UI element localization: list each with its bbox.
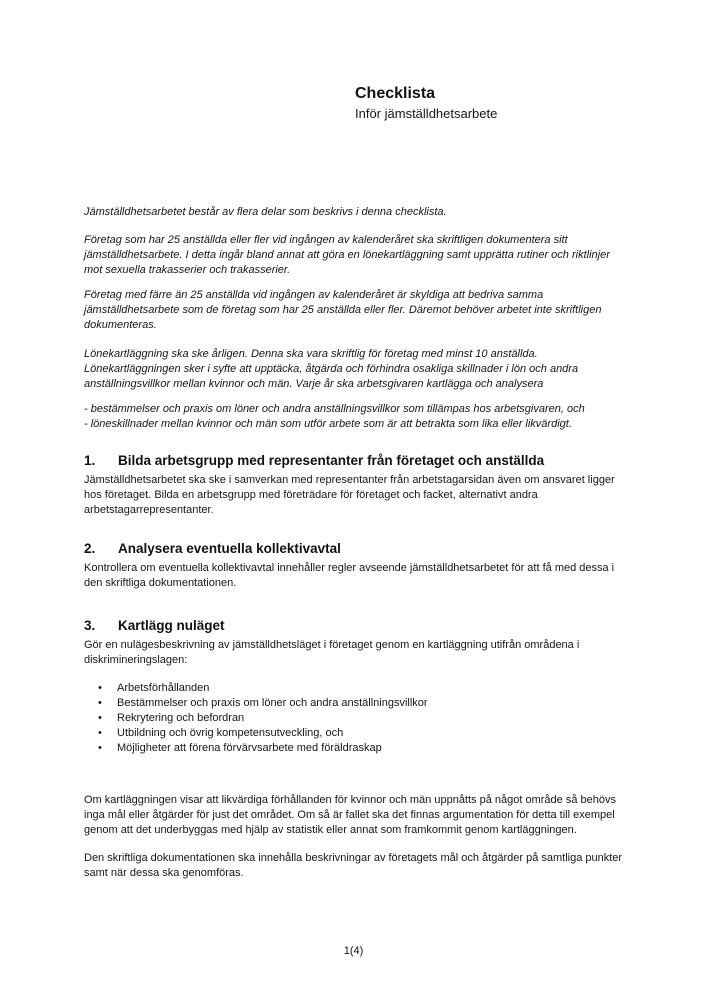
section-2-title: Analysera eventuella kollektivavtal	[118, 541, 341, 556]
bullet-item: • Bestämmelser och praxis om löner och andra anställningsvillkor	[84, 696, 625, 711]
document-subtitle: Inför jämställdhetsarbete	[355, 106, 498, 121]
document-title: Checklista	[355, 85, 436, 102]
section-2	[84, 540, 625, 591]
section-1	[84, 452, 625, 518]
section-3-title: Kartlägg nuläget	[118, 618, 225, 633]
bullet-list	[84, 681, 625, 756]
bullet-item: • Möjligheter att förena förvärvsarbete med föräldraskap	[84, 741, 625, 756]
intro-paragraph-2: Företag som har 25 anställda eller fler vid ingången av kalenderåret ska skriftligen dokumentera sitt jämställdhetsarbete. I detta ingår bland annat att göra en lönekartläggning samt upprätta rutiner och riktlinjer mot sexuella trakasserier och trakasserier.	[84, 234, 610, 276]
intro-paragraph-4: Lönekartläggning ska ske årligen. Denna ska vara skriftlig för företag med minst 10 anställda. Lönekartläggningen sker i syfte att upptäcka, åtgärda och förhindra osakliga skillnader i lön och andra anställningsvillkor mellan kvinnor och män. Varje år ska arbetsgivaren kartlägga och analysera	[84, 348, 579, 390]
document-header	[355, 84, 497, 122]
section-1-title: Bilda arbetsgrupp med representanter från företaget och anställda	[118, 453, 545, 468]
section-3-number: 3.	[84, 618, 96, 633]
section-1-body: Jämställdhetsarbetet ska ske i samverkan med representanter från arbetstagarsidan även om ansvaret ligger hos företaget. Bilda en arbetsgrupp med företrädare för företaget och facket, alternativt andra arbetstagarrepresentanter.	[84, 474, 615, 516]
section-2-body: Kontrollera om eventuella kollektivavtal innehåller regler avseende jämställdhetsarbetet för att få med dessa i den skriftliga dokumentationen.	[84, 562, 615, 589]
page-number: 1(4)	[343, 945, 364, 957]
intro-paragraph-3: Företag med färre än 25 anställda vid ingången av kalenderåret är skyldiga att bedriva samma jämställdhetsarbete som de företag som har 25 anställda eller fler. Däremot behöver arbetet inte skriftligen dokumenteras.	[84, 289, 602, 331]
bullet-item: • Arbetsförhållanden	[84, 681, 625, 696]
dash-item: - bestämmelser och praxis om löner och andra anställningsvillkor som tillämpas hos arbetsgivaren, och	[84, 403, 585, 415]
bullet-item: • Utbildning och övrig kompetensutveckling, och	[84, 726, 625, 741]
intro-paragraph-1: Jämställdhetsarbetet består av flera delar som beskrivs i denna checklista.	[84, 206, 447, 218]
section-1-heading	[84, 452, 625, 469]
section-2-number: 2.	[84, 541, 96, 556]
dash-item: - löneskillnader mellan kvinnor och män som utför arbete som är att betrakta som lika eller likvärdigt.	[84, 418, 572, 430]
closing-paragraph-2: Den skriftliga dokumentationen ska innehålla beskrivningar av företagets mål och åtgärder på samtliga punkter samt när dessa ska genomföras.	[84, 852, 623, 879]
section-1-number: 1.	[84, 453, 96, 468]
bullet-item: • Rekrytering och befordran	[84, 711, 625, 726]
section-3	[84, 617, 625, 756]
section-2-heading	[84, 540, 625, 557]
document-content	[84, 205, 625, 881]
closing-paragraph-1: Om kartläggningen visar att likvärdiga förhållanden för kvinnor och män uppnåtts på något område så behövs inga mål eller åtgärder för just det området. Om så är fallet ska det finnas argumentation för detta till exempel genom att det underbyggas med hjälp av statistik eller annat som framkommit genom kartläggningen.	[84, 794, 616, 836]
dash-list	[84, 402, 625, 432]
section-3-body: Gör en nulägesbeskrivning av jämställdhetsläget i företaget genom en kartläggning utifrån områdena i diskrimineringslagen:	[84, 639, 580, 666]
section-3-heading	[84, 617, 625, 634]
